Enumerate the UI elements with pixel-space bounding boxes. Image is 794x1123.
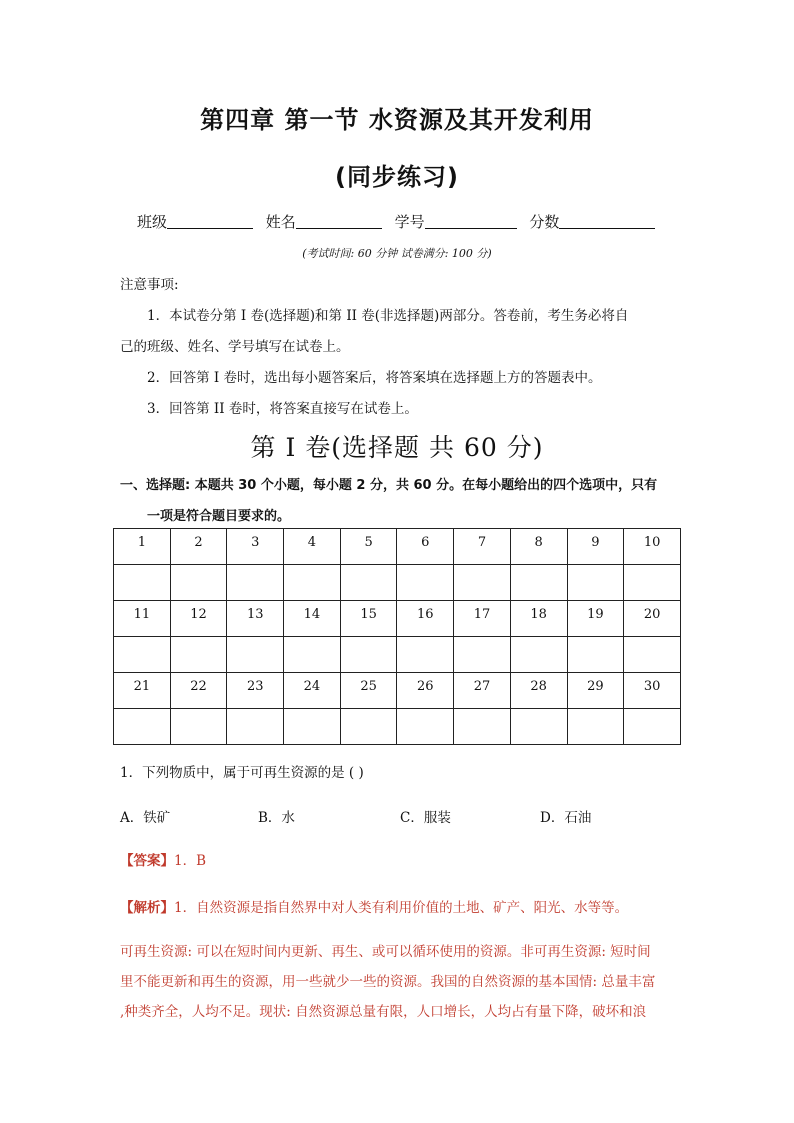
id-label: 学号 — [394, 213, 425, 231]
score-label: 分数 — [529, 213, 560, 231]
answer-cell[interactable] — [170, 637, 227, 673]
table-cell-number: 13 — [227, 601, 284, 637]
answer-cell[interactable] — [227, 637, 284, 673]
table-row-numbers-2 — [114, 601, 681, 637]
answer-cell[interactable] — [340, 709, 397, 745]
table-row-numbers-1 — [114, 529, 681, 565]
answer-cell[interactable] — [170, 565, 227, 601]
answer-cell[interactable] — [227, 565, 284, 601]
analysis-text: 1．自然资源是指自然界中对人类有利用价值的土地、矿产、阳光、水等等。 — [174, 900, 629, 916]
answer-cell[interactable] — [567, 709, 624, 745]
answer-cell[interactable] — [567, 565, 624, 601]
answer-cell[interactable] — [454, 637, 511, 673]
answer-cell[interactable] — [170, 709, 227, 745]
table-cell-number: 20 — [624, 601, 681, 637]
table-cell-number: 17 — [454, 601, 511, 637]
table-cell-number: 1 — [114, 529, 171, 565]
notes-item-1-line-2: 己的班级、姓名、学号填写在试卷上。 — [120, 339, 350, 355]
table-cell-number: 24 — [284, 673, 341, 709]
answer-cell[interactable] — [624, 709, 681, 745]
answer-cell[interactable] — [454, 709, 511, 745]
table-cell-number: 19 — [567, 601, 624, 637]
exam-info: (考试时间: 60 分钟 试卷满分: 100 分) — [302, 247, 492, 260]
answer-table — [113, 528, 681, 745]
table-cell-number: 28 — [510, 673, 567, 709]
table-cell-number: 16 — [397, 601, 454, 637]
table-cell-number: 11 — [114, 601, 171, 637]
page-title: 第四章 第一节 水资源及其开发利用 — [200, 106, 594, 134]
id-blank[interactable] — [425, 212, 517, 229]
answer-cell[interactable] — [284, 637, 341, 673]
table-cell-number: 12 — [170, 601, 227, 637]
analysis-paragraph-line-3: ,种类齐全，人均不足。现状: 自然资源总量有限，人口增长，人均占有量下降，破坏和浪 — [120, 1004, 647, 1020]
answer-cell[interactable] — [454, 565, 511, 601]
answer-cell[interactable] — [397, 565, 454, 601]
table-cell-number: 7 — [454, 529, 511, 565]
table-cell-number: 14 — [284, 601, 341, 637]
answer-cell[interactable] — [114, 709, 171, 745]
table-cell-number: 10 — [624, 529, 681, 565]
question-1-option-b[interactable]: B．水 — [258, 810, 295, 826]
table-cell-number: 9 — [567, 529, 624, 565]
table-row-answers-2 — [114, 637, 681, 673]
name-blank[interactable] — [296, 212, 382, 229]
section-instruction-line-1: 一、选择题: 本题共 30 个小题，每小题 2 分，共 60 分。在每小题给出的四个选项中，只有 — [120, 478, 658, 493]
notes-item-1-line-1: 1．本试卷分第 I 卷(选择题)和第 II 卷(非选择题)两部分。答卷前，考生务必将自 — [147, 308, 629, 324]
answer-cell[interactable] — [624, 637, 681, 673]
answer-cell[interactable] — [510, 709, 567, 745]
student-info-row — [137, 211, 655, 232]
analysis-paragraph-line-2: 里不能更新和再生的资源，用一些就少一些的资源。我国的自然资源的基本国情: 总量丰富 — [120, 974, 656, 990]
table-cell-number: 2 — [170, 529, 227, 565]
notes-item-2: 2．回答第 I 卷时，选出每小题答案后，将答案填在选择题上方的答题表中。 — [147, 370, 602, 386]
table-cell-number: 15 — [340, 601, 397, 637]
table-cell-number: 18 — [510, 601, 567, 637]
class-label: 班级 — [137, 213, 168, 231]
answer-cell[interactable] — [340, 637, 397, 673]
class-blank[interactable] — [167, 212, 253, 229]
answer-cell[interactable] — [284, 709, 341, 745]
answer-cell[interactable] — [284, 565, 341, 601]
analysis-line — [120, 898, 628, 918]
answer-cell[interactable] — [340, 565, 397, 601]
answer-cell[interactable] — [114, 637, 171, 673]
table-cell-number: 25 — [340, 673, 397, 709]
answer-cell[interactable] — [114, 565, 171, 601]
notes-item-3: 3．回答第 II 卷时，将答案直接写在试卷上。 — [147, 401, 418, 417]
answer-cell[interactable] — [397, 637, 454, 673]
table-cell-number: 3 — [227, 529, 284, 565]
table-cell-number: 8 — [510, 529, 567, 565]
analysis-paragraph-line-1: 可再生资源: 可以在短时间内更新、再生、或可以循环使用的资源。非可再生资源: 短时间 — [120, 944, 651, 960]
table-cell-number: 22 — [170, 673, 227, 709]
table-cell-number: 5 — [340, 529, 397, 565]
answer-cell[interactable] — [510, 565, 567, 601]
answer-cell[interactable] — [510, 637, 567, 673]
score-blank[interactable] — [559, 212, 655, 229]
table-row-answers-1 — [114, 565, 681, 601]
table-cell-number: 23 — [227, 673, 284, 709]
table-cell-number: 27 — [454, 673, 511, 709]
section-instruction-line-2: 一项是符合题目要求的。 — [147, 509, 291, 524]
answer-line — [120, 851, 206, 871]
question-1-stem: 1．下列物质中，属于可再生资源的是 ( ) — [120, 765, 364, 781]
page-subtitle: (同步练习) — [335, 163, 459, 191]
answer-cell[interactable] — [397, 709, 454, 745]
table-row-numbers-3 — [114, 673, 681, 709]
answer-cell[interactable] — [227, 709, 284, 745]
question-1-option-a[interactable]: A．铁矿 — [120, 810, 171, 826]
table-cell-number: 29 — [567, 673, 624, 709]
answer-label: 【答案】 — [120, 853, 174, 869]
answer-cell[interactable] — [567, 637, 624, 673]
name-label: 姓名 — [265, 213, 296, 231]
table-row-answers-3 — [114, 709, 681, 745]
table-cell-number: 6 — [397, 529, 454, 565]
table-cell-number: 4 — [284, 529, 341, 565]
table-cell-number: 26 — [397, 673, 454, 709]
table-cell-number: 30 — [624, 673, 681, 709]
question-1-option-c[interactable]: C．服装 — [400, 810, 451, 826]
table-cell-number: 21 — [114, 673, 171, 709]
section-title: 第 I 卷(选择题 共 60 分) — [250, 433, 544, 462]
answer-text: 1．B — [174, 853, 207, 869]
answer-cell[interactable] — [624, 565, 681, 601]
analysis-label: 【解析】 — [120, 900, 174, 916]
notes-heading: 注意事项: — [120, 277, 179, 293]
question-1-option-d[interactable]: D．石油 — [540, 810, 592, 826]
